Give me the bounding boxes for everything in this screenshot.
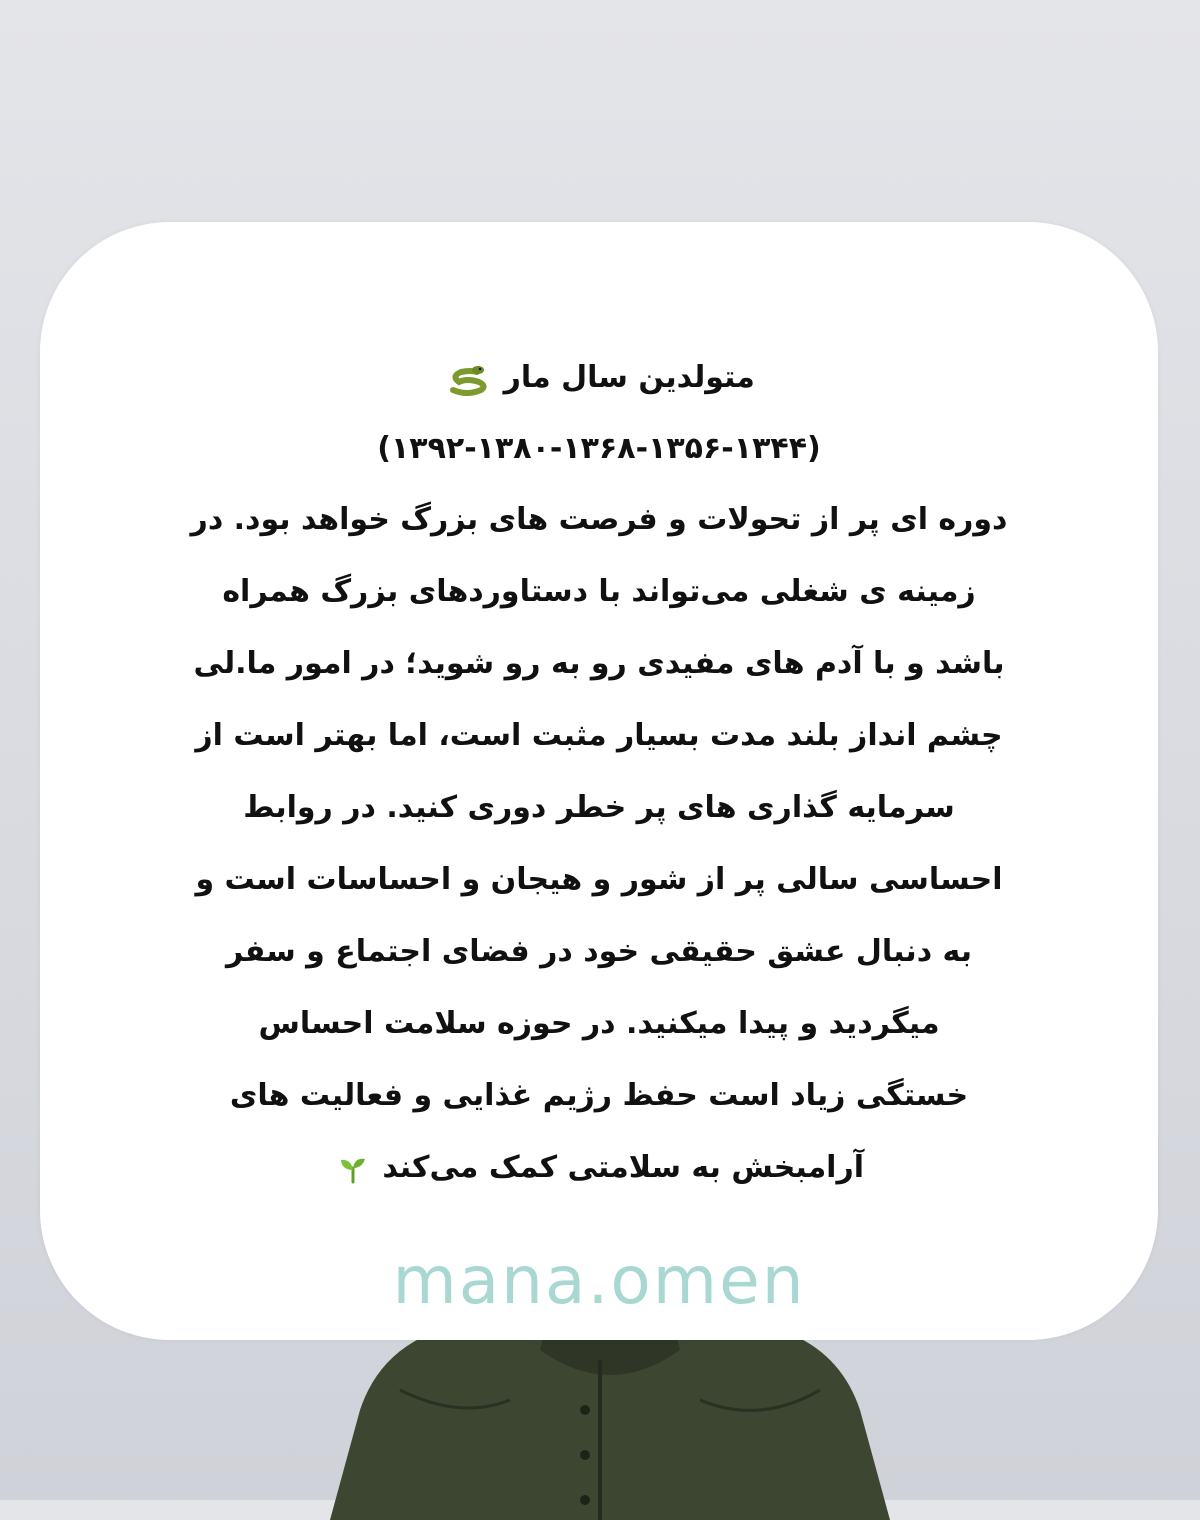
body-line-4: چشم انداز بلند مدت بسیار مثبت است، اما بهتر است از [195,718,1003,753]
body-line-10-row [40,1132,1158,1204]
body-line-7: به دنبال عشق حقیقی خود در فضای اجتماع و سفر [225,934,972,969]
card-content [40,342,1158,1204]
text-card [40,222,1158,1340]
sprout-icon [338,1154,368,1184]
body-line-2: زمینه ی شغلی می‌تواند با دستاوردهای بزرگ همراه [222,574,976,609]
body-line-8: میگردید و پیدا میکنید. در حوزه سلامت احساس [258,1006,940,1041]
body-line-6: احساسی سالی پر از شور و هیجان و احساسات است و [195,862,1003,897]
body-line-3: باشد و با آدم های مفیدی رو به رو شوید؛ در امور ما.لی [193,646,1005,681]
body-line-5: سرمایه گذاری های پر خطر دوری کنید. در روابط [243,790,955,825]
birth-years: (۱۳۹۲-۱۳۸۰-۱۳۶۸-۱۳۵۶-۱۳۴۴) [377,431,821,466]
brand-handle: mana.omen [392,1242,806,1319]
body-line-9: خستگی زیاد است حفظ رژیم غذایی و فعالیت های [229,1078,969,1113]
post-title: متولدین سال مار [503,360,755,395]
post-title-row [40,342,1158,414]
body-line-10: آرامبخش به سلامتی کمک می‌کند [382,1150,865,1185]
body-line-1: دوره ای پر از تحولات و فرصت های بزرگ خواهد بود. در [190,502,1008,537]
snake-icon [447,362,489,396]
